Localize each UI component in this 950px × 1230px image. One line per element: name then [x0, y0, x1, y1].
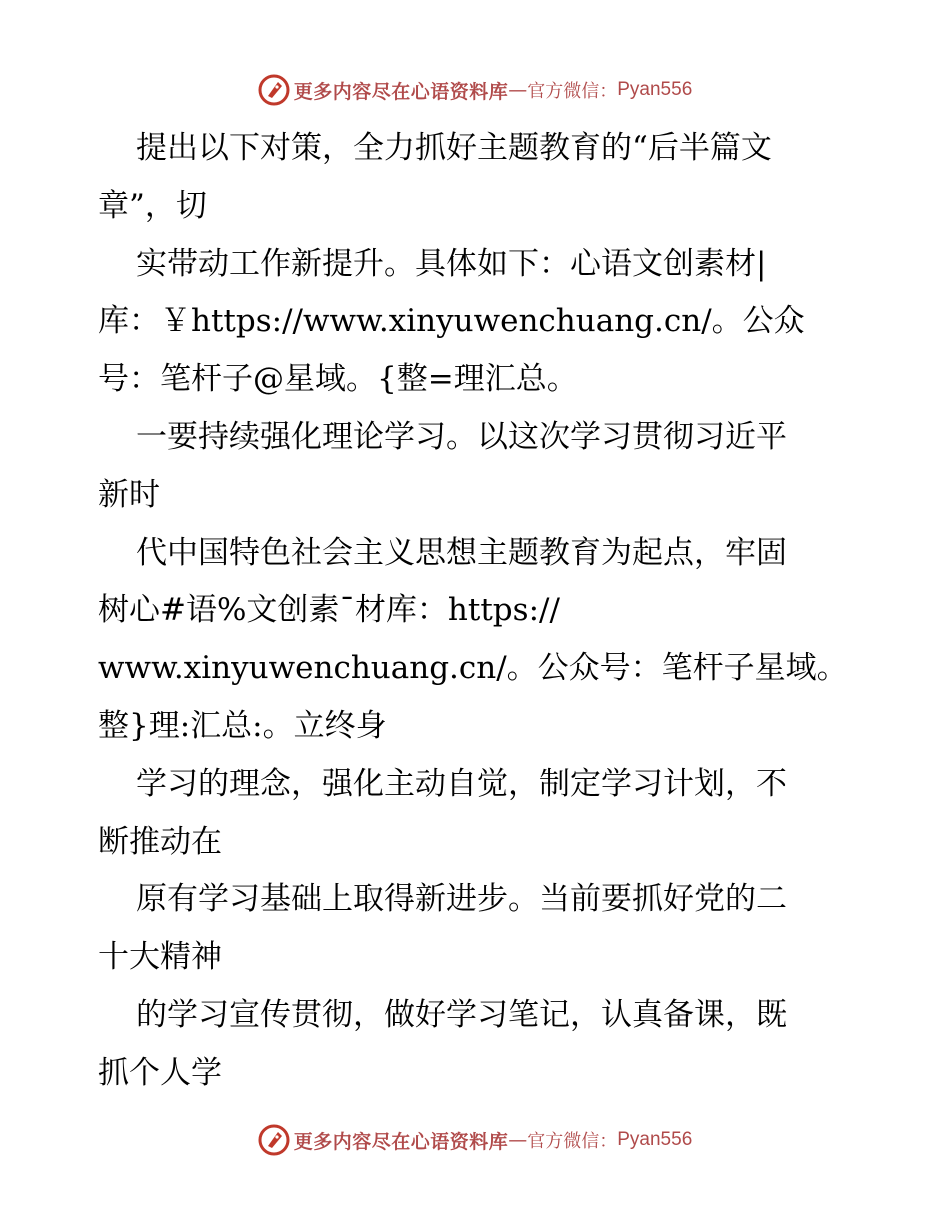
text-line: 章”，切	[98, 187, 207, 224]
pen-nib-circle-icon	[258, 1124, 290, 1156]
header-wechat-id: Pyan556	[617, 79, 693, 100]
header-banner	[0, 70, 950, 110]
text-line: www.xinyuwenchuang.cn/。公众号：笔杆子星域。	[98, 650, 848, 687]
header-dash: —	[508, 79, 528, 101]
text-line: 新时	[98, 476, 160, 513]
document-body	[98, 120, 858, 1103]
header-wechat-label: 官方微信：	[527, 81, 618, 102]
text-line: 原有学习基础上取得新进步。当前要抓好党的二	[136, 881, 787, 918]
text-line: 整}理:汇总:。立终身	[98, 707, 387, 744]
text-line: 树心#语%文创素¯材库：https://	[98, 592, 560, 629]
footer-banner	[0, 1120, 950, 1160]
text-line: 提出以下对策，全力抓好主题教育的“后半篇文	[136, 130, 772, 166]
text-line: 抓个人学	[98, 1054, 222, 1091]
header-brand-text: 更多内容尽在心语资料库	[293, 80, 509, 103]
pen-nib-circle-icon	[258, 74, 290, 106]
text-line: 库：￥https://www.xinyuwenchuang.cn/。公众	[98, 303, 805, 340]
text-line: 代中国特色社会主义思想主题教育为起点，牢固	[136, 534, 787, 571]
footer-dash: —	[508, 1129, 528, 1151]
text-line: 一要持续强化理论学习。以这次学习贯彻习近平	[136, 418, 787, 455]
text-line: 实带动工作新提升。具体如下：心语文创素材|	[136, 245, 767, 282]
text-line: 号：笔杆子@星域。{整=理汇总。	[98, 361, 578, 398]
footer-wechat-label: 官方微信：	[527, 1131, 618, 1152]
text-line: 的学习宣传贯彻，做好学习笔记，认真备课，既	[136, 996, 787, 1033]
text-line: 断推动在	[98, 823, 222, 860]
footer-wechat-id: Pyan556	[617, 1129, 693, 1150]
text-line: 学习的理念，强化主动自觉，制定学习计划，不	[136, 765, 787, 802]
footer-brand-text: 更多内容尽在心语资料库	[293, 1130, 509, 1153]
text-line: 十大精神	[98, 939, 222, 976]
